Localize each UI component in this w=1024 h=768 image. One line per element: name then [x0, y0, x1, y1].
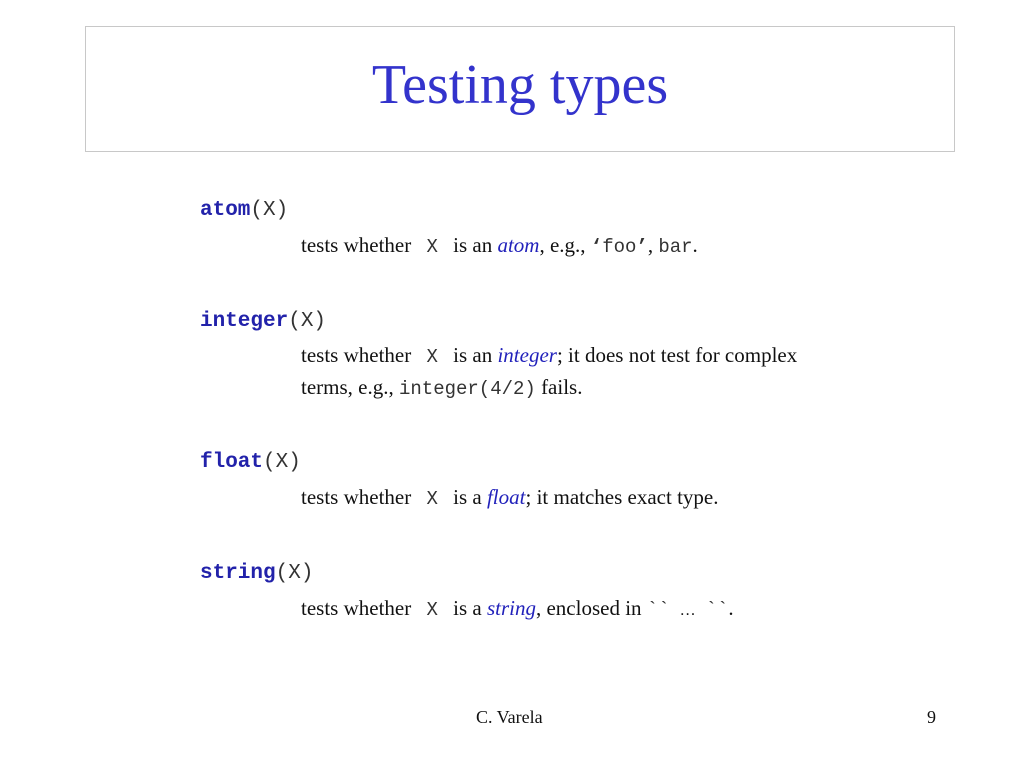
desc-prefix: tests whether: [301, 233, 417, 257]
predicate-arg: (X): [250, 199, 289, 222]
quote-close: ’: [636, 236, 648, 258]
desc-end: .: [692, 233, 698, 257]
desc-var: X: [426, 599, 438, 621]
code-example: integer(4/2): [398, 378, 536, 400]
predicate-name: float: [200, 451, 264, 474]
desc-var: X: [426, 488, 438, 510]
quote-open: ‘: [590, 236, 603, 258]
desc-rest: , enclosed in: [535, 596, 647, 620]
open-delimiter: ``: [646, 599, 670, 621]
predicate-arg: (X): [263, 451, 301, 474]
example-foo: foo: [602, 236, 637, 258]
footer-author: C. Varela: [476, 707, 543, 727]
ellipsis: …: [679, 602, 696, 619]
predicate-integer: [200, 309, 326, 332]
type-word: string: [486, 596, 536, 620]
description-integer: [301, 340, 921, 404]
desc-line-1: [301, 340, 921, 372]
desc-end: .: [728, 596, 734, 620]
description-float: [301, 482, 921, 514]
predicate-arg: (X): [275, 562, 314, 585]
example-bar: bar: [658, 236, 693, 258]
desc-var: X: [426, 236, 438, 258]
desc-line-2: [301, 372, 921, 404]
description-atom: [301, 230, 921, 262]
page-number: 9: [927, 707, 936, 727]
predicate-float: [200, 450, 301, 473]
desc-rest: ; it does not test for complex: [556, 343, 798, 367]
example-sep: ,: [647, 233, 659, 257]
close-delimiter: ``: [705, 599, 729, 621]
type-word: atom: [497, 233, 540, 257]
slide-title: Testing types: [371, 54, 669, 116]
desc-rest: , e.g.,: [539, 233, 591, 257]
type-word: float: [486, 485, 526, 509]
desc-is: is a: [447, 596, 487, 620]
desc-rest: ; it matches exact type.: [525, 485, 719, 509]
predicate-atom: [200, 198, 288, 221]
desc-prefix: tests whether: [301, 596, 417, 620]
predicate-arg: (X): [288, 310, 327, 333]
line2-suffix: fails.: [535, 375, 583, 399]
desc-is: is an: [447, 343, 498, 367]
type-word: integer: [497, 343, 557, 367]
line2-prefix: terms, e.g.,: [301, 375, 399, 399]
predicate-name: integer: [200, 310, 289, 333]
desc-is: is an: [447, 233, 498, 257]
desc-prefix: tests whether: [301, 343, 417, 367]
desc-is: is a: [447, 485, 487, 509]
predicate-name: atom: [200, 199, 251, 222]
predicate-string: [200, 561, 313, 584]
desc-var: X: [426, 346, 438, 368]
title-box: [85, 26, 955, 152]
desc-prefix: tests whether: [301, 485, 417, 509]
description-string: [301, 593, 921, 626]
predicate-name: string: [200, 562, 276, 585]
